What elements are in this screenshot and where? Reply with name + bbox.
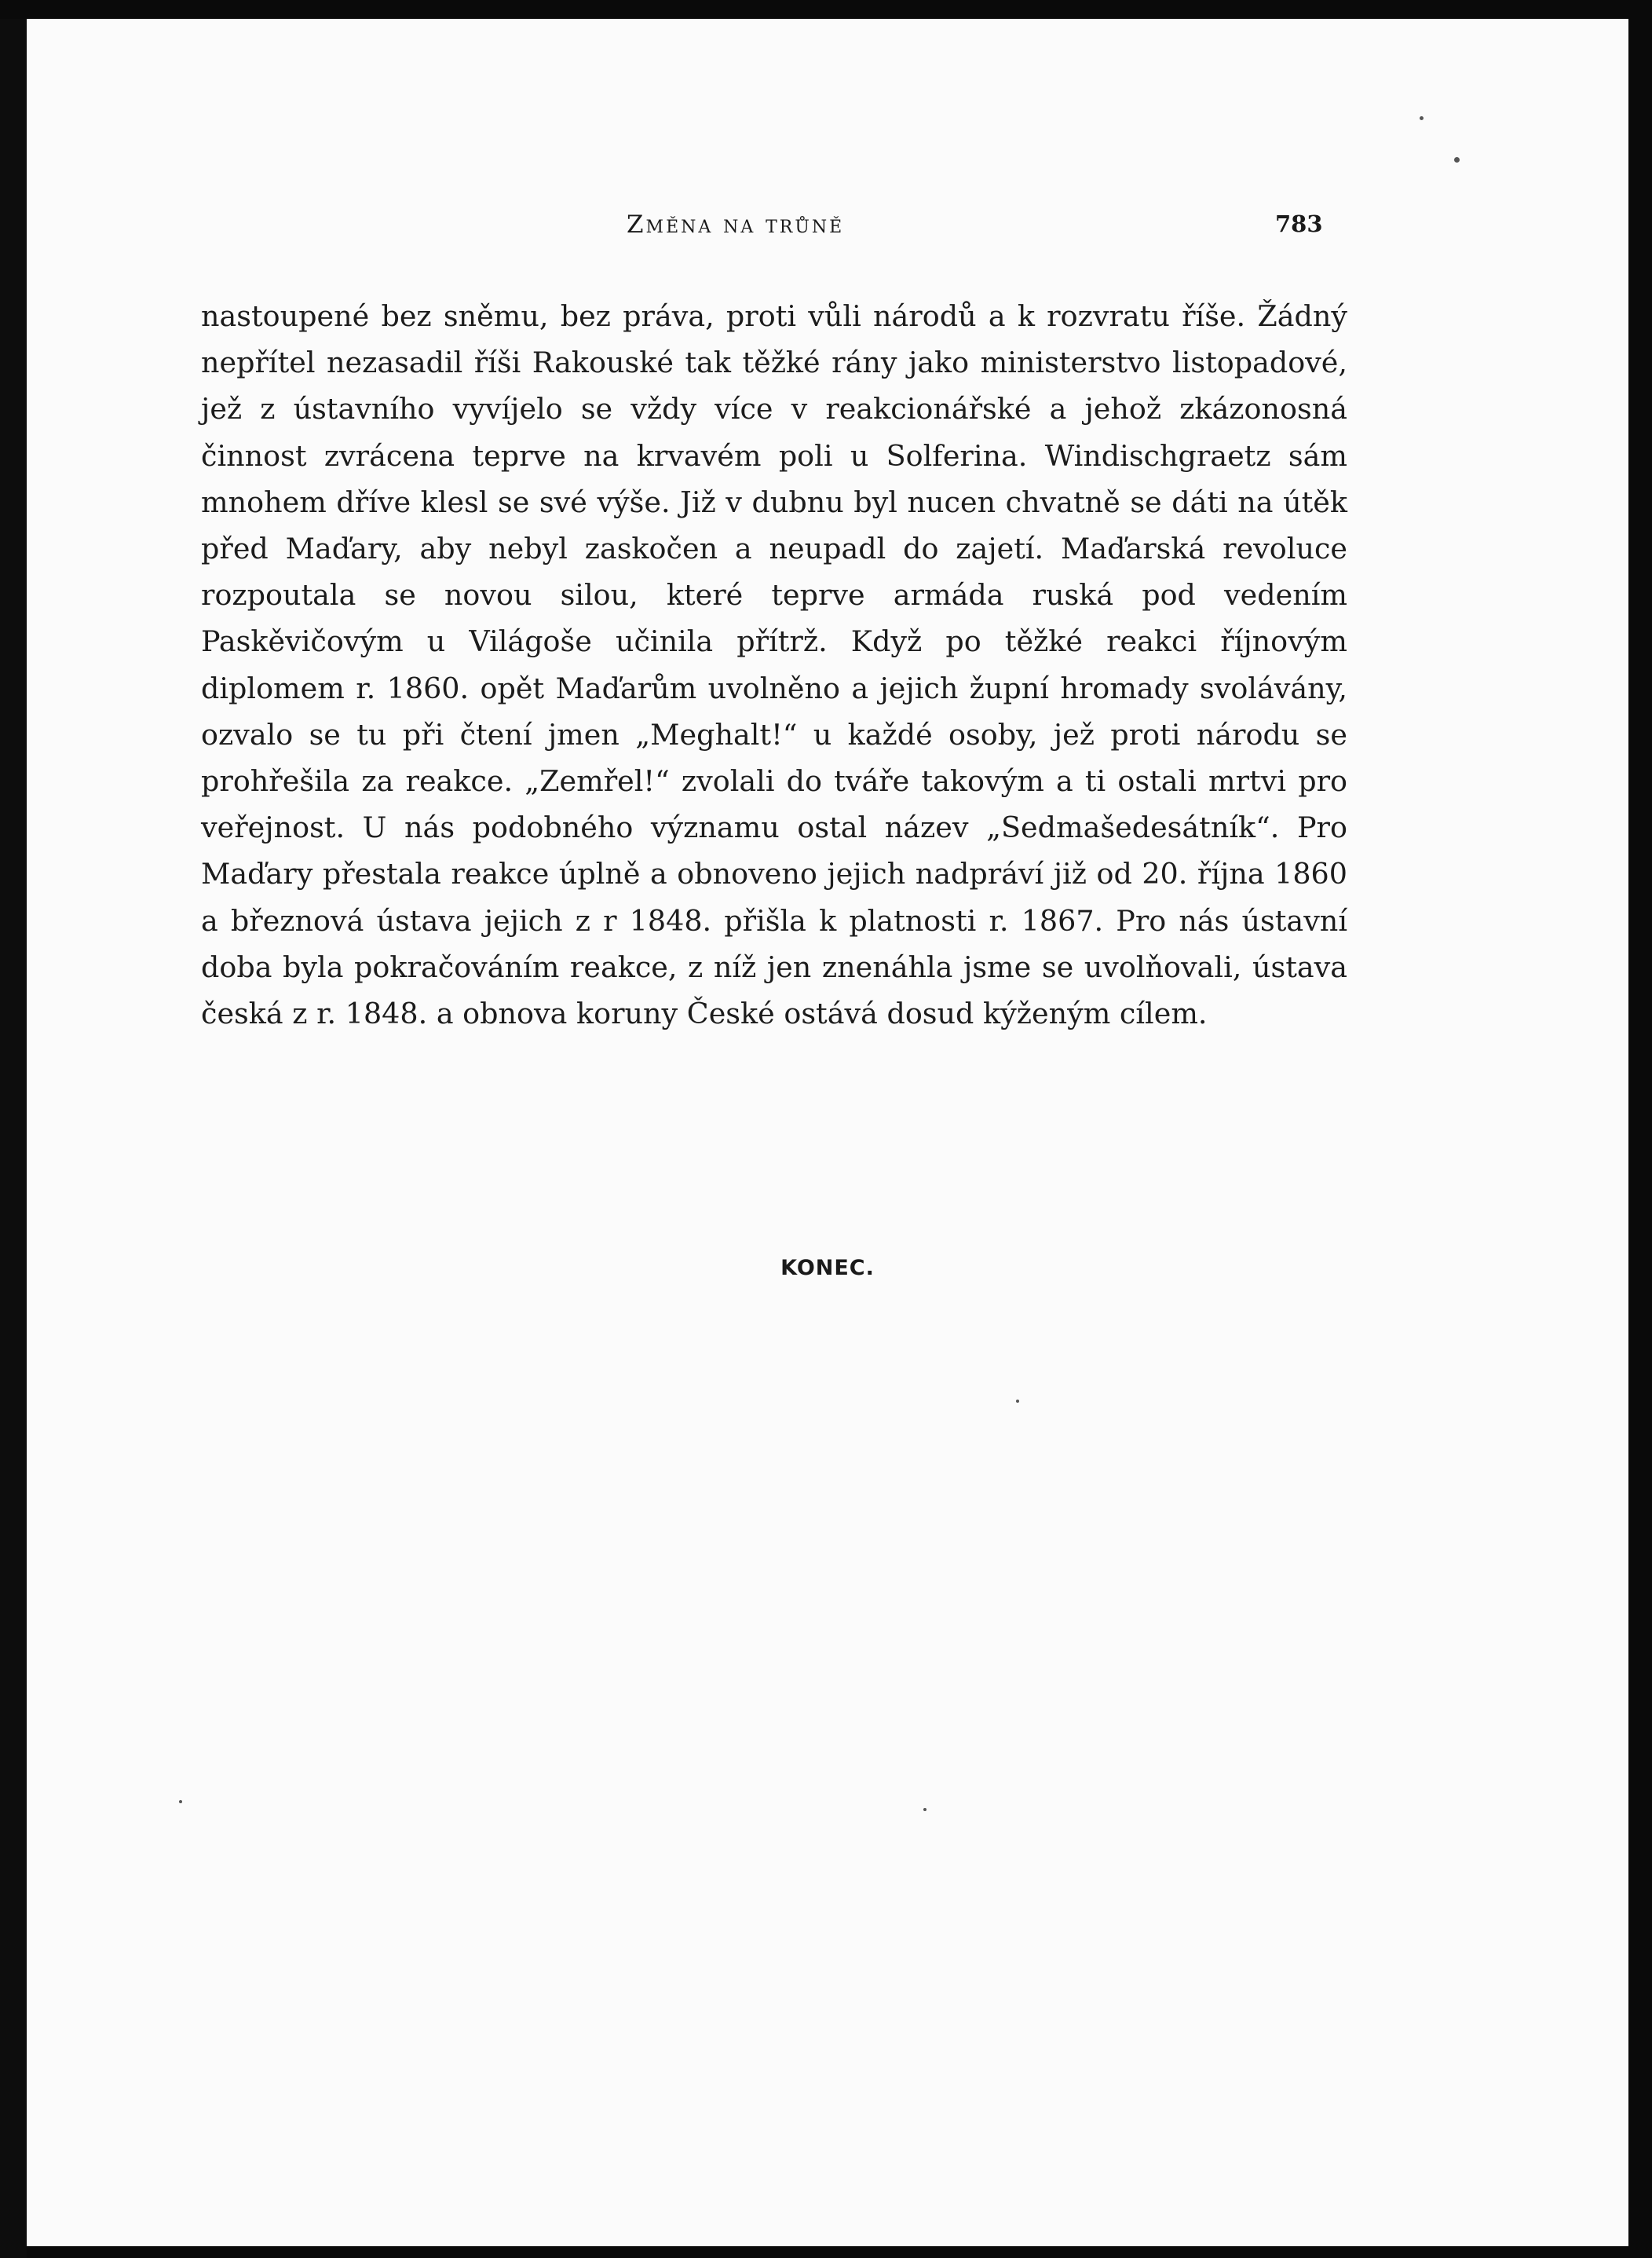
book-page (27, 19, 1628, 2246)
scan-speck (1420, 116, 1424, 120)
scan-speck (1454, 157, 1460, 163)
body-paragraph: nastoupené bez sněmu, bez práva, proti vůli národů a k rozvratu říše. Žádný nepřítel nezasadil říši Rakouské tak těžké rány jako ministerstvo listopadové, jež z ústavního vyvíjelo se vždy více v reakcionářské a jehož zkázonosná činnost zvrácena teprve na krvavém poli u Solferina. Windischgraetz sám mnohem dříve klesl se své výše. Již v dubnu byl nucen chvatně se dáti na útěk před Maďary, aby nebyl zaskočen a neupadl do zajetí. Maďarská revoluce rozpoutala se novou silou, které teprve armáda ruská pod vedením Paskěvičovým u Világoše učinila přítrž. Když po těžké reakci říjnovým diplomem r. 1860. opět Maďarům uvolněno a jejich župní hromady svolávány, ozvalo se tu při čtení jmen „Meghalt!“ u každé osoby, jež proti národu se prohřešila za reakce. „Zemřel!“ zvolali do tváře takovým a ti ostali mrtvi pro veřejnost. U nás podobného významu ostal název „Sedmašedesátník“. Pro Maďary přestala reakce úplně a obnoveno jejich nadpráví již od 20. října 1860 a březnová ústava jejich z r 1848. přišla k platnosti r. 1867. Pro nás ústavní doba byla pokračováním reakce, z níž jen znenáhla jsme se uvolňovali, ústava česká z r. 1848. a obnova koruny České ostává dosud kýženým cílem. (201, 299, 1347, 1031)
chapter-title: Změna na trůně (627, 210, 845, 239)
scan-speck (1016, 1400, 1019, 1403)
ending-mark: KONEC. (780, 1256, 875, 1280)
scan-border (0, 19, 27, 2258)
running-head (27, 210, 1628, 242)
scan-speck (179, 1800, 182, 1803)
page-number: 783 (1275, 210, 1323, 237)
scan-speck (923, 1808, 927, 1811)
